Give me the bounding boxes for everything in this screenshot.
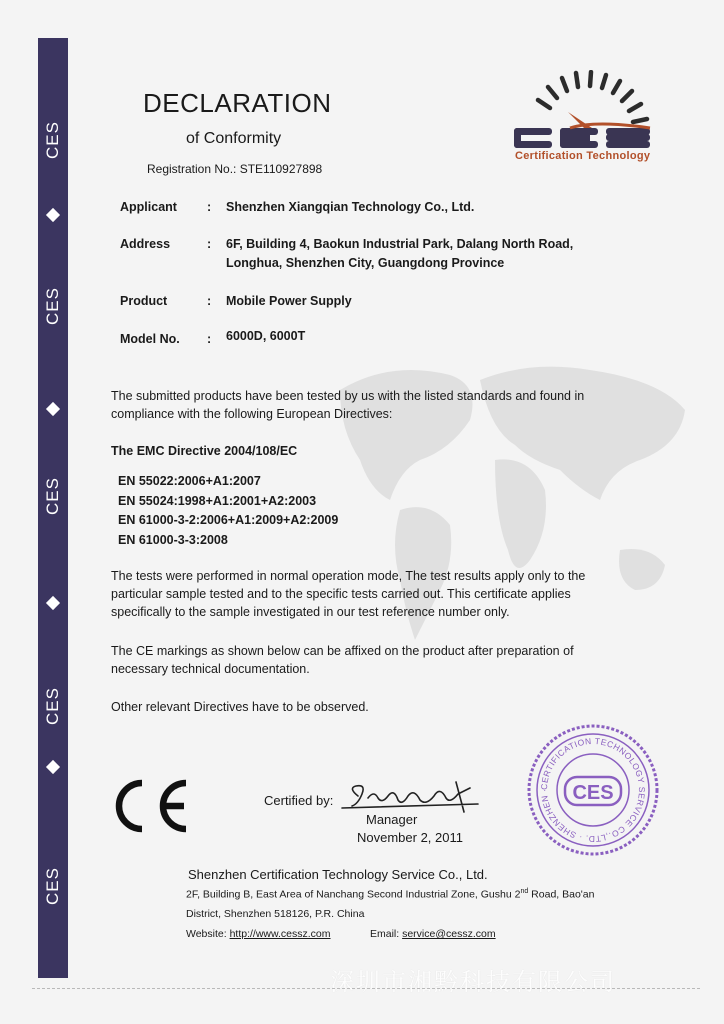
intro-paragraph: The submitted products have been tested by us with the listed standards and found in compliance with the following European Directives: — [111, 389, 585, 421]
standard-item: EN 55024:1998+A1:2001+A2:2003 — [118, 493, 317, 508]
colon: : — [207, 294, 212, 308]
issuer-company: Shenzhen Certification Technology Service Co., Ltd. — [188, 867, 488, 882]
sidebar-ces-label: CES — [43, 867, 62, 905]
address-line-1: 6F, Building 4, Baokun Industrial Park, Dalang North Road, — [226, 237, 574, 251]
logo-tagline: Certification Technology — [515, 150, 651, 162]
sidebar-ces-label: CES — [43, 687, 62, 725]
other-directives: Other relevant Directives have to be observed. — [111, 700, 369, 714]
directive-heading: The EMC Directive 2004/108/EC — [111, 444, 298, 458]
document-subtitle: of Conformity — [186, 130, 282, 147]
address-text: 2F, Building B, East Area of Nanchang Second Industrial Zone, Gushu 2 — [186, 888, 521, 901]
sign-date: November 2, 2011 — [357, 830, 463, 845]
applicant-label: Applicant — [120, 200, 177, 214]
email-label: Email: — [370, 928, 403, 940]
model-label: Model No. — [120, 332, 180, 346]
signature-icon — [338, 778, 488, 816]
website-link[interactable]: http://www.cessz.com — [229, 928, 331, 940]
address-superscript: nd — [520, 888, 529, 895]
footer-divider — [32, 988, 700, 989]
stamp-center-text: CES — [572, 782, 614, 804]
email-link[interactable]: service@cessz.com — [402, 928, 496, 940]
sidebar-ces-label: CES — [43, 477, 62, 515]
sidebar-diamond — [46, 402, 60, 416]
standards-list — [118, 472, 338, 550]
ce-mark-icon — [108, 777, 190, 835]
registration-number: Registration No.: STE110927898 — [147, 162, 323, 176]
sidebar-diamond — [46, 596, 60, 610]
sidebar-ces-label: CES — [43, 121, 62, 159]
chinese-watermark: 深圳市湘黔科技有限公司 — [330, 969, 616, 996]
applicant-value: Shenzhen Xiangqian Technology Co., Ltd. — [226, 200, 475, 214]
sidebar-band — [38, 38, 68, 978]
standard-item: EN 61000-3-2:2006+A1:2009+A2:2009 — [118, 513, 339, 527]
certified-by-label: Certified by: — [264, 793, 334, 808]
issuer-address-line-1 — [186, 888, 595, 901]
product-label: Product — [120, 294, 168, 308]
address-line-2: Longhua, Shenzhen City, Guangdong Province — [226, 256, 505, 270]
address-label: Address — [120, 237, 171, 251]
website-info — [186, 928, 331, 940]
stamp-ring-text: CERTIFICATION TECHNOLOGY SERVICE CO.,LTD. · SHENZHEN · — [538, 735, 648, 845]
document-title: DECLARATION — [143, 88, 332, 118]
standard-item: EN 55022:2006+A1:2007 — [118, 474, 261, 488]
sidebar-diamond — [46, 208, 60, 222]
issuer-address-line-2: District, Shenzhen 518126, P.R. China — [186, 908, 365, 920]
sidebar-ces-label: CES — [43, 287, 62, 325]
tests-paragraph: The tests were performed in normal operation mode, The test results apply only to the particular sample tested and to the specific tests carried out. This certificate applies specifically to the sample investigated in our test reference number only. — [111, 569, 586, 619]
model-value: 6000D, 6000T — [226, 329, 306, 343]
colon: : — [207, 237, 212, 251]
website-label: Website: — [186, 928, 230, 940]
standard-item: EN 61000-3-3:2008 — [118, 532, 228, 547]
sidebar-diamond — [46, 760, 60, 774]
address-text: Road, Bao'an — [528, 888, 595, 901]
signer-role: Manager — [366, 812, 418, 827]
ce-paragraph: The CE markings as shown below can be affixed on the product after preparation of necessary technical documentation. — [111, 644, 574, 676]
product-value: Mobile Power Supply — [226, 294, 352, 308]
email-info — [370, 928, 496, 940]
colon: : — [207, 200, 212, 214]
colon: : — [207, 332, 212, 346]
ces-seal-stamp — [525, 722, 661, 858]
